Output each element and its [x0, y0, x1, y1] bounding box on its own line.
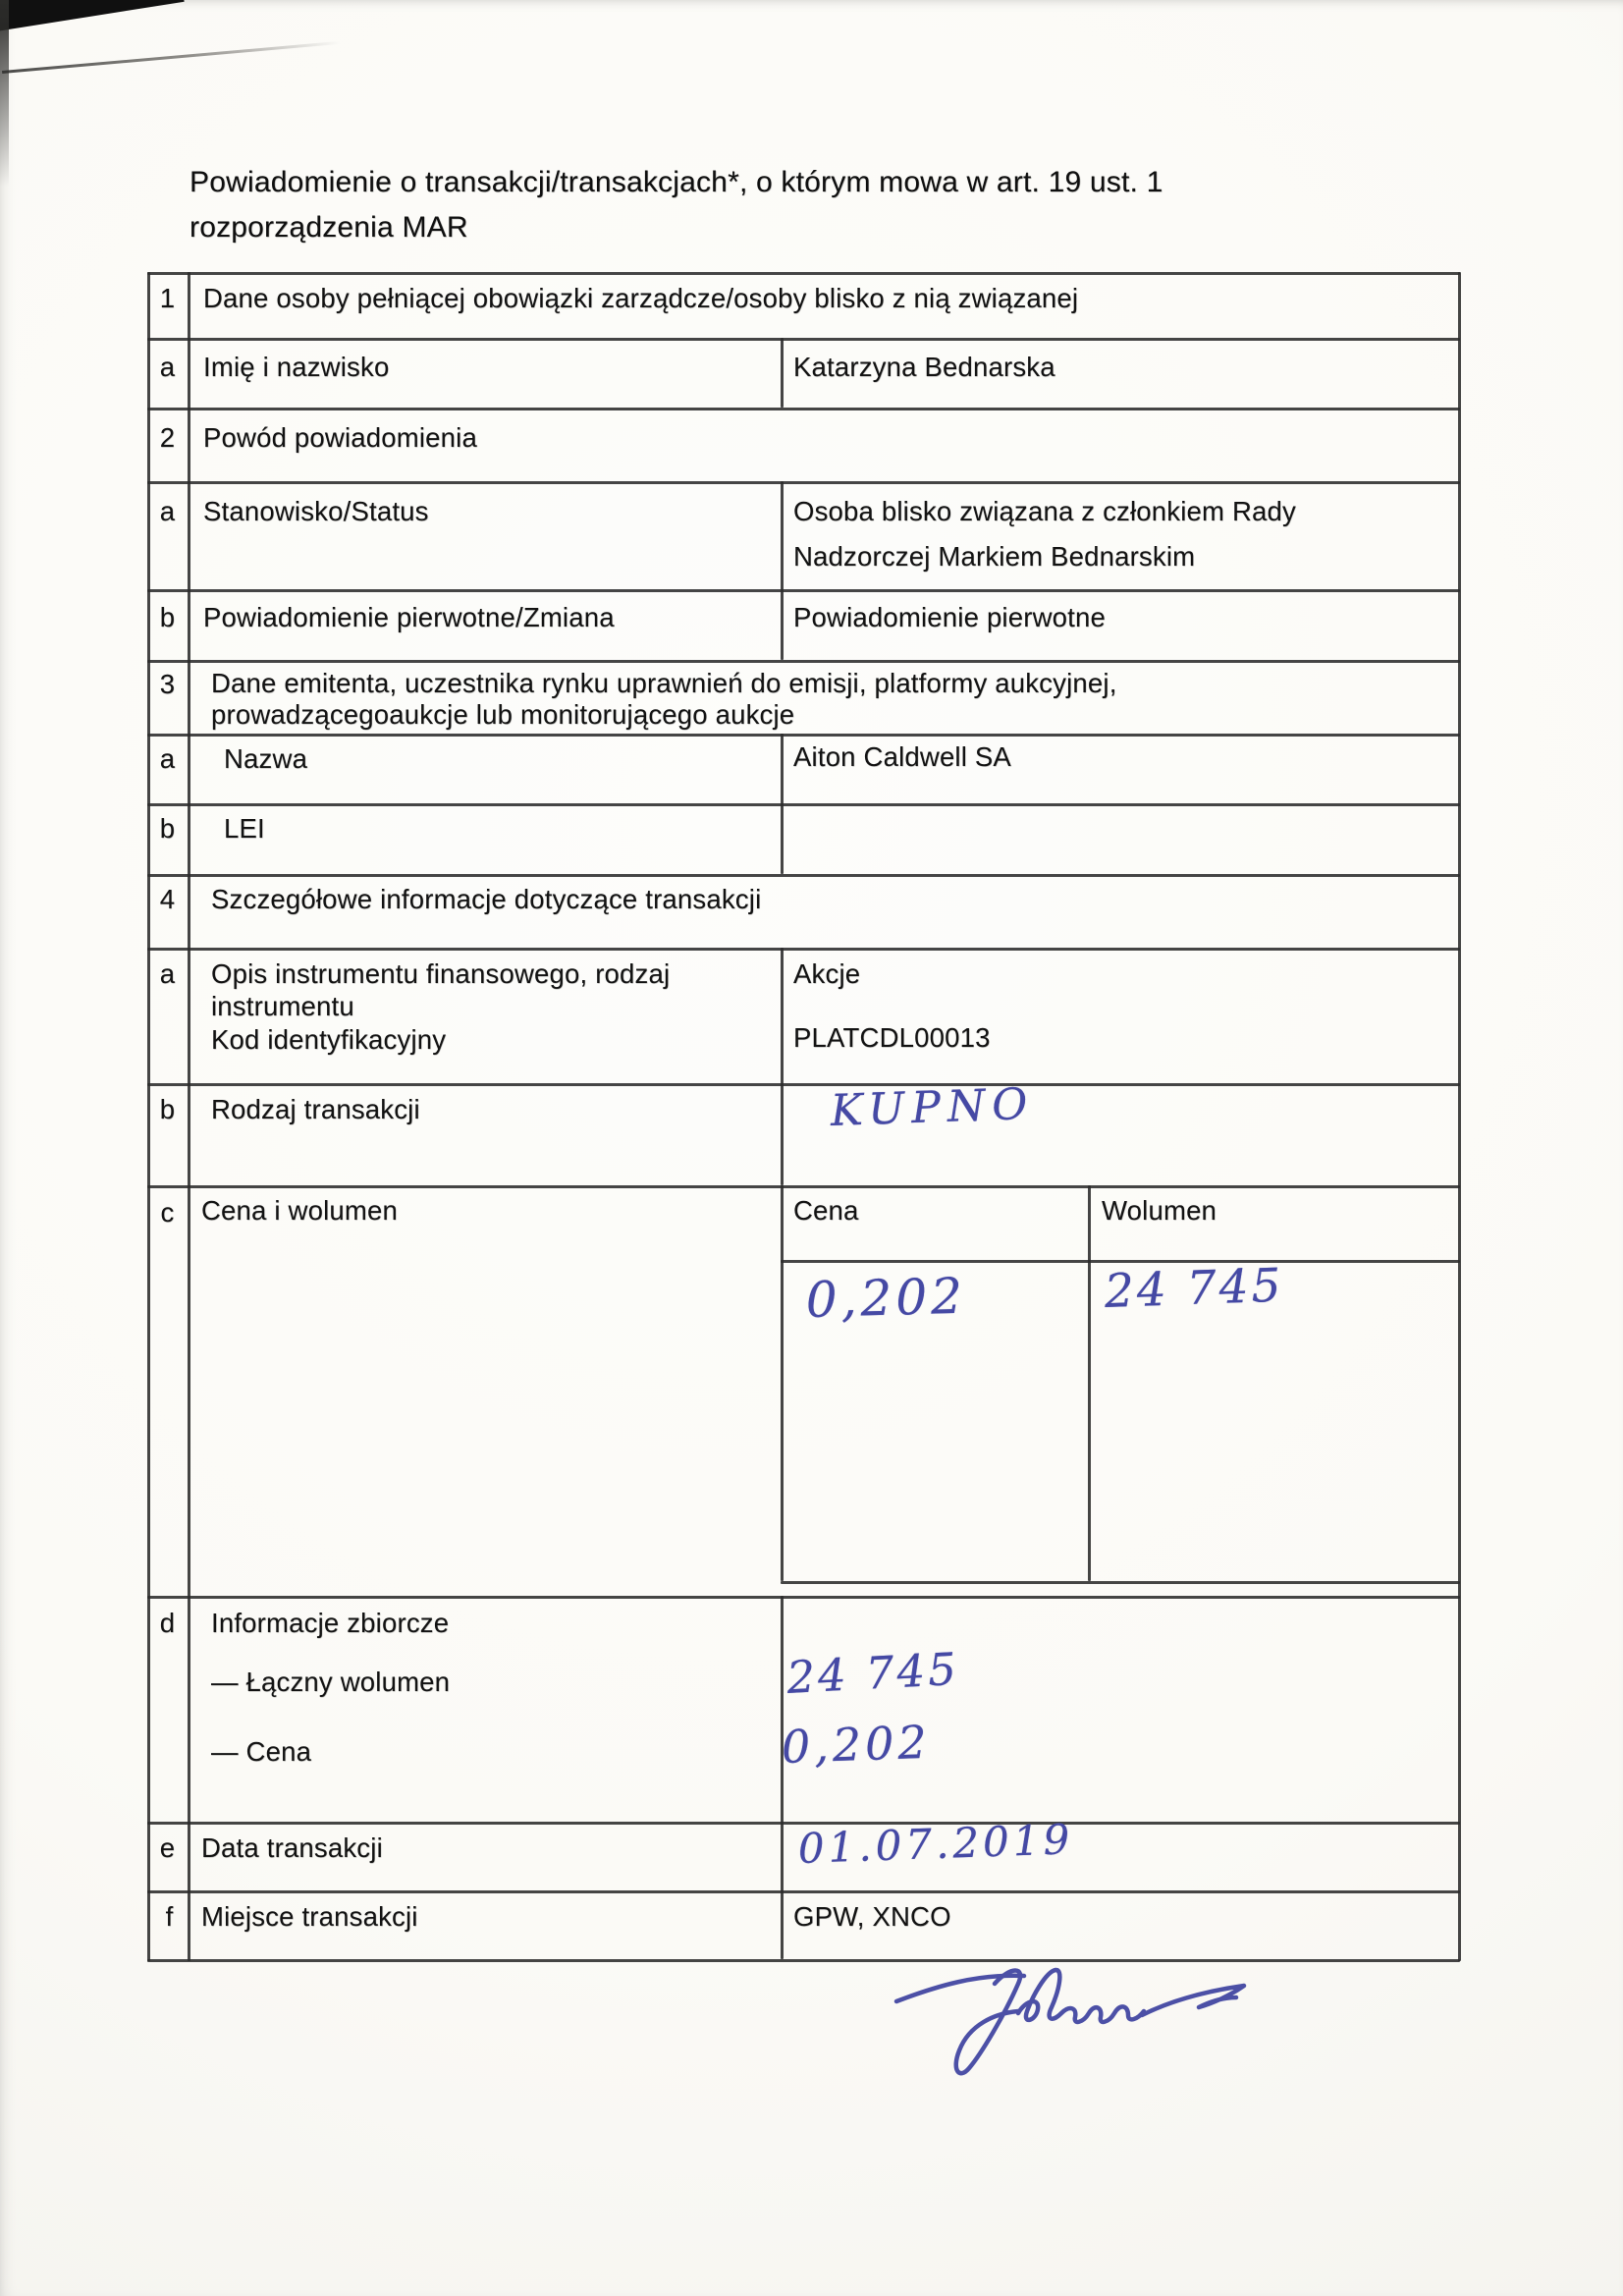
row-4c-price-handwritten: 0,202 — [805, 1267, 967, 1329]
scan-artifact-scratch — [2, 41, 340, 74]
table-border — [781, 734, 784, 874]
row-1-number: 1 — [159, 283, 176, 313]
row-4c-number: c — [160, 1197, 175, 1228]
row-4e-date-handwritten: 01.07.2019 — [797, 1815, 1075, 1873]
table-border — [147, 1596, 1460, 1599]
table-border — [147, 408, 1460, 410]
row-3a-label: Nazwa — [224, 743, 308, 774]
row-1a-value: Katarzyna Bednarska — [793, 352, 1055, 382]
document-title-line2: rozporządzenia MAR — [189, 211, 468, 244]
table-border — [781, 481, 784, 660]
document-title — [189, 160, 1163, 250]
row-3-label-line1: Dane emitenta, uczestnika rynku uprawnień do emisji, platformy aukcyjnej, — [211, 668, 1117, 698]
table-border — [147, 272, 1460, 275]
table-border — [781, 948, 784, 1185]
table-border — [147, 1083, 1460, 1086]
row-4a-value-instrument: Akcje — [793, 958, 861, 989]
row-4d-price-item-label: — Cena — [211, 1736, 312, 1767]
row-2b-number: b — [159, 602, 176, 632]
row-1a-label: Imię i nazwisko — [203, 352, 390, 382]
table-border — [147, 660, 1460, 663]
table-border — [781, 1185, 784, 1581]
row-2a-label: Stanowisko/Status — [203, 496, 429, 526]
row-4f-label: Miejsce transakcji — [201, 1901, 418, 1932]
row-3a-value: Aiton Caldwell SA — [793, 741, 1011, 772]
document-title-line1: Powiadomienie o transakcji/transakcjach*, o którym mowa w art. 19 ust. 1 — [189, 166, 1163, 198]
row-4-label: Szczegółowe informacje dotyczące transakcji — [211, 884, 762, 914]
table-border — [147, 589, 1460, 592]
scan-artifact-corner — [0, 0, 185, 37]
table-border — [147, 948, 1460, 951]
row-2b-value: Powiadomienie pierwotne — [793, 602, 1106, 632]
table-border — [147, 338, 1460, 341]
row-4d-price-handwritten: 0,202 — [781, 1715, 932, 1774]
row-4f-number: f — [165, 1901, 174, 1932]
table-border — [781, 1596, 784, 1959]
row-2a-value-line1: Osoba blisko związana z członkiem Rady — [793, 496, 1296, 526]
table-border — [147, 1185, 1460, 1188]
table-border — [147, 803, 1460, 806]
row-3a-number: a — [159, 743, 176, 774]
table-border — [781, 1581, 1460, 1584]
row-3-label-line2: prowadzącegoaukcje lub monitorującego aukcje — [211, 699, 795, 730]
row-1a-number: a — [159, 352, 176, 382]
table-border — [147, 481, 1460, 484]
row-2a-number: a — [159, 496, 176, 526]
row-4b-number: b — [159, 1094, 176, 1124]
row-4a-number: a — [159, 958, 176, 989]
row-4c-volume-header: Wolumen — [1102, 1195, 1217, 1226]
table-border — [188, 272, 190, 1961]
row-2-label: Powód powiadomienia — [203, 422, 477, 453]
row-4c-label: Cena i wolumen — [201, 1195, 398, 1226]
row-4d-volume-handwritten: 24 745 — [785, 1642, 961, 1704]
row-1-label: Dane osoby pełniącej obowiązki zarządcze/osoby blisko z nią związanej — [203, 283, 1079, 313]
table-border — [781, 338, 784, 408]
row-4f-value: GPW, XNCO — [793, 1901, 951, 1932]
table-border — [147, 1890, 1460, 1893]
table-border — [147, 734, 1460, 737]
row-4a-label-line2: instrumentu — [211, 991, 354, 1021]
row-4b-label: Rodzaj transakcji — [211, 1094, 420, 1124]
row-4d-number: d — [159, 1608, 176, 1638]
row-3b-label: LEI — [224, 813, 265, 844]
row-2-number: 2 — [159, 422, 176, 453]
table-border — [1458, 272, 1461, 1961]
handwritten-signature — [869, 1956, 1281, 2084]
row-4c-price-header: Cena — [793, 1195, 859, 1226]
row-3b-number: b — [159, 813, 176, 844]
row-3-number: 3 — [159, 669, 176, 699]
row-4-number: 4 — [159, 884, 176, 914]
row-4b-handwritten-value: KUPNO — [830, 1078, 1036, 1136]
row-4e-label: Data transakcji — [201, 1832, 383, 1863]
row-2b-label: Powiadomienie pierwotne/Zmiana — [203, 602, 615, 632]
row-4e-number: e — [159, 1832, 176, 1863]
table-border — [1088, 1185, 1091, 1581]
row-4a-value-code: PLATCDL00013 — [793, 1022, 991, 1053]
row-4d-volume-item-label: — Łączny wolumen — [211, 1667, 451, 1697]
row-4a-label-line3: Kod identyfikacyjny — [211, 1024, 447, 1055]
row-4c-volume-handwritten: 24 745 — [1104, 1258, 1285, 1319]
row-4d-label: Informacje zbiorcze — [211, 1608, 450, 1638]
row-2a-value-line2: Nadzorczej Markiem Bednarskim — [793, 541, 1196, 572]
scan-artifact-edge — [0, 0, 9, 187]
table-border — [781, 1260, 1460, 1263]
table-border — [147, 874, 1460, 877]
row-4a-label-line1: Opis instrumentu finansowego, rodzaj — [211, 958, 671, 989]
